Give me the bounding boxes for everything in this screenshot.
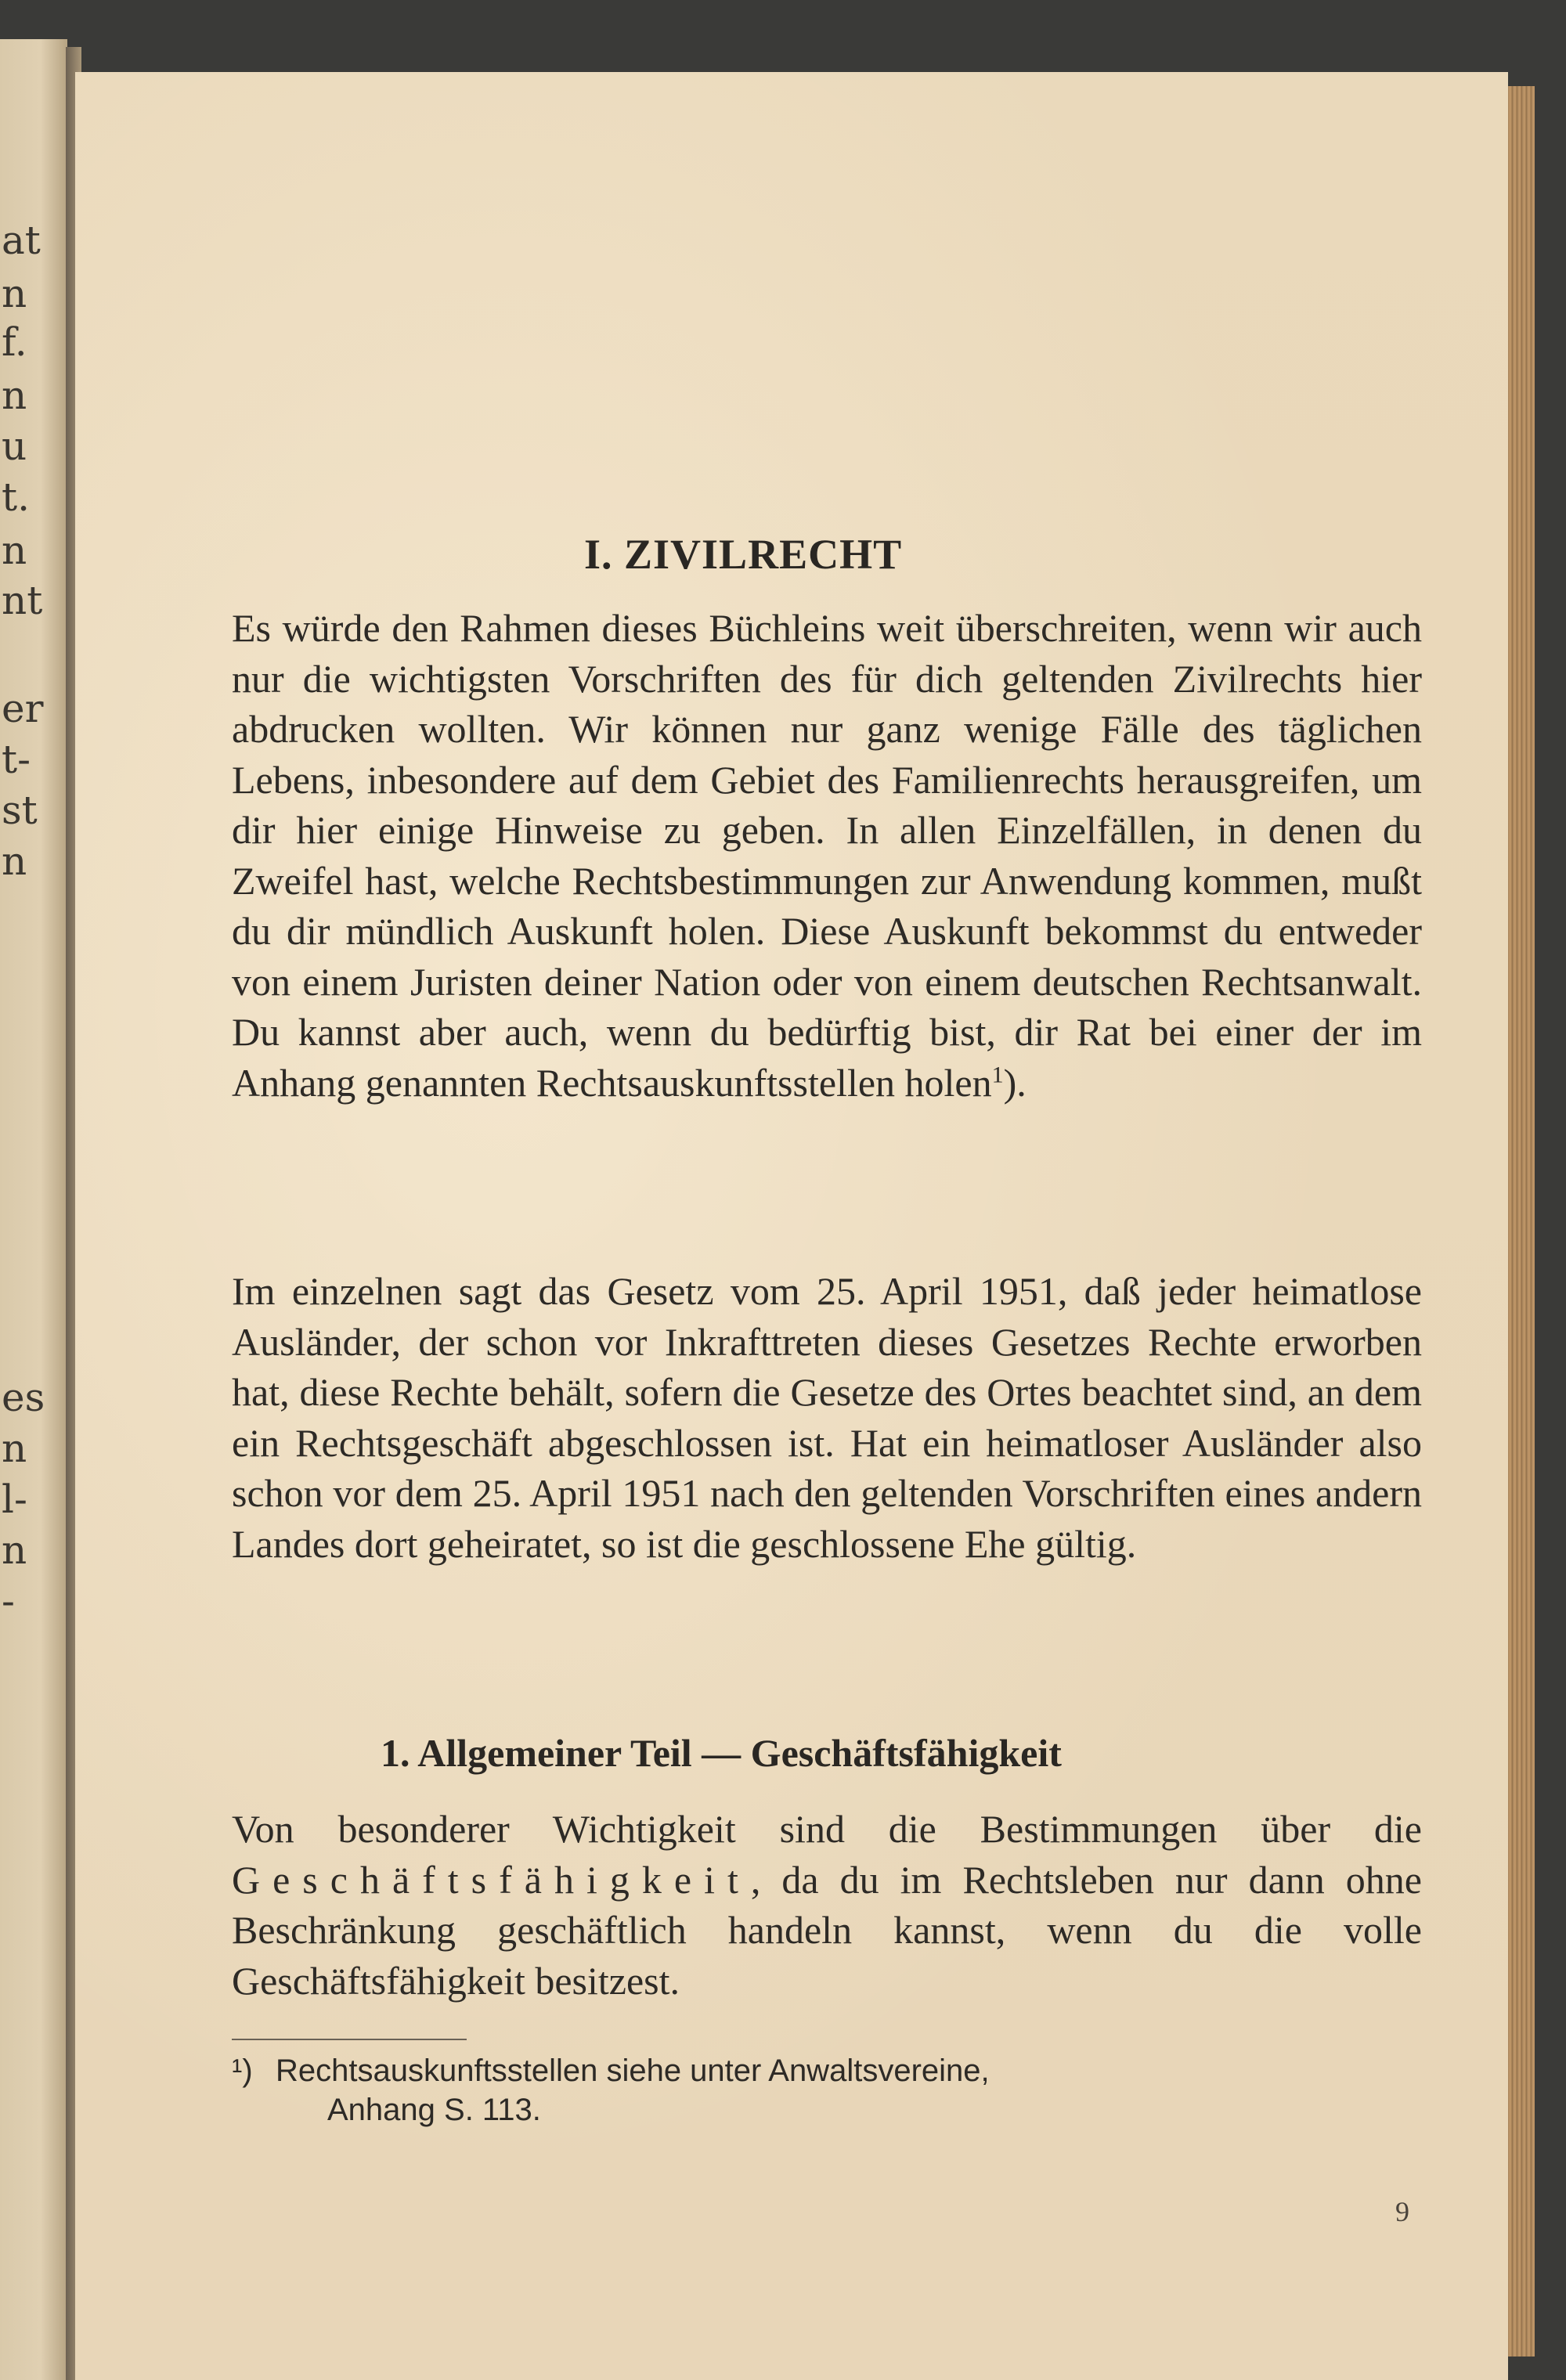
paragraph-capacity-start: Von besonderer Wichtigkeit sind die Bestimmungen über die — [232, 1807, 1422, 1851]
left-fragment: er — [2, 686, 44, 731]
emphasized-term: Geschäftsfähigkeit — [232, 1857, 751, 1902]
paragraph-law: Im einzelnen sagt das Gesetz vom 25. April 1951, daß jeder heimatlose Ausländer, der schon vor Inkrafttreten dieses Gesetzes Rechte erworben hat, diese Rechte behält, sofern die Gesetze des Ortes beachtet sind, an dem ein Rechtsgeschäft abgeschlossen ist. Hat ein heimatloser Ausländer also schon vor dem 25. April 1951 nach den geltenden Vorschriften eines andern Landes dort geheiratet, so ist die geschlossene Ehe gültig. — [232, 1269, 1422, 1566]
page-number: 9 — [1395, 2196, 1409, 2227]
left-fragment: es — [2, 1375, 45, 1420]
left-fragment: - — [2, 1578, 15, 1624]
left-fragment: t. — [2, 474, 30, 520]
footnote-text: Rechtsauskunftsstellen siehe unter Anwaltsvereine, — [276, 2054, 990, 2088]
paragraph-intro-text: Es würde den Rahmen dieses Büchleins weit überschreiten, wenn wir auch nur die wichtigsten Vorschriften des für dich geltenden Zivilrechts hier abdrucken wollten. Wir können nur ganz wenige Fälle des täglichen Lebens, inbesondere auf dem Gebiet des Familienrechts herausgreifen, um dir hier einige Hinweise zu geben. In allen Einzelfällen, in denen du Zweifel hast, welche Rechtsbestimmungen zur Anwendung kommen, mußt du dir mündlich Auskunft holen. Diese Auskunft bekommst du entweder von einem Juristen deiner Nation oder von einem deutschen Rechtsanwalt. Du kannst aber auch, wenn du bedürftig bist, dir Rat bei einer der im Anhang genannten Rechtsauskunftsstellen holen — [232, 606, 1422, 1105]
left-fragment: nt — [2, 578, 43, 623]
left-fragment: at — [2, 218, 41, 263]
left-fragment: n — [2, 528, 27, 573]
paragraph-intro-end: ). — [1003, 1060, 1027, 1105]
left-fragment: t- — [2, 737, 31, 782]
left-fragment: l- — [2, 1477, 27, 1522]
left-facing-page — [0, 39, 67, 2380]
footnote-line — [232, 2051, 1328, 2090]
chapter-heading: I. ZIVILRECHT — [584, 531, 903, 578]
left-fragment: n — [2, 838, 27, 884]
footnote-reference: 1 — [991, 1061, 1004, 1087]
left-page-text-fragments — [0, 39, 67, 2380]
paragraph-capacity-end: , da du im Rechtsleben nur dann ohne Beschränkung geschäftlich handeln kannst, wenn du die volle Geschäftsfähigkeit besitzest. — [232, 1857, 1422, 2003]
left-fragment: n — [2, 1527, 27, 1573]
section-heading: 1. Allgemeiner Teil — Geschäftsfähigkeit — [381, 1731, 1062, 1775]
footnote-marker: ¹) — [232, 2054, 253, 2088]
left-fragment: f. — [2, 319, 27, 365]
paragraph-intro — [232, 603, 1422, 1108]
paragraph-capacity — [232, 1804, 1422, 2006]
book-page — [75, 72, 1508, 2380]
page-edges — [1508, 86, 1535, 2357]
footnote-divider — [232, 2039, 467, 2040]
left-fragment: n — [2, 373, 27, 418]
footnote — [232, 2051, 1328, 2129]
left-fragment: u — [2, 424, 27, 469]
left-fragment: n — [2, 271, 27, 316]
left-fragment: st — [2, 788, 38, 833]
footnote-continuation: Anhang S. 113. — [327, 2093, 541, 2127]
left-fragment: n — [2, 1426, 27, 1471]
